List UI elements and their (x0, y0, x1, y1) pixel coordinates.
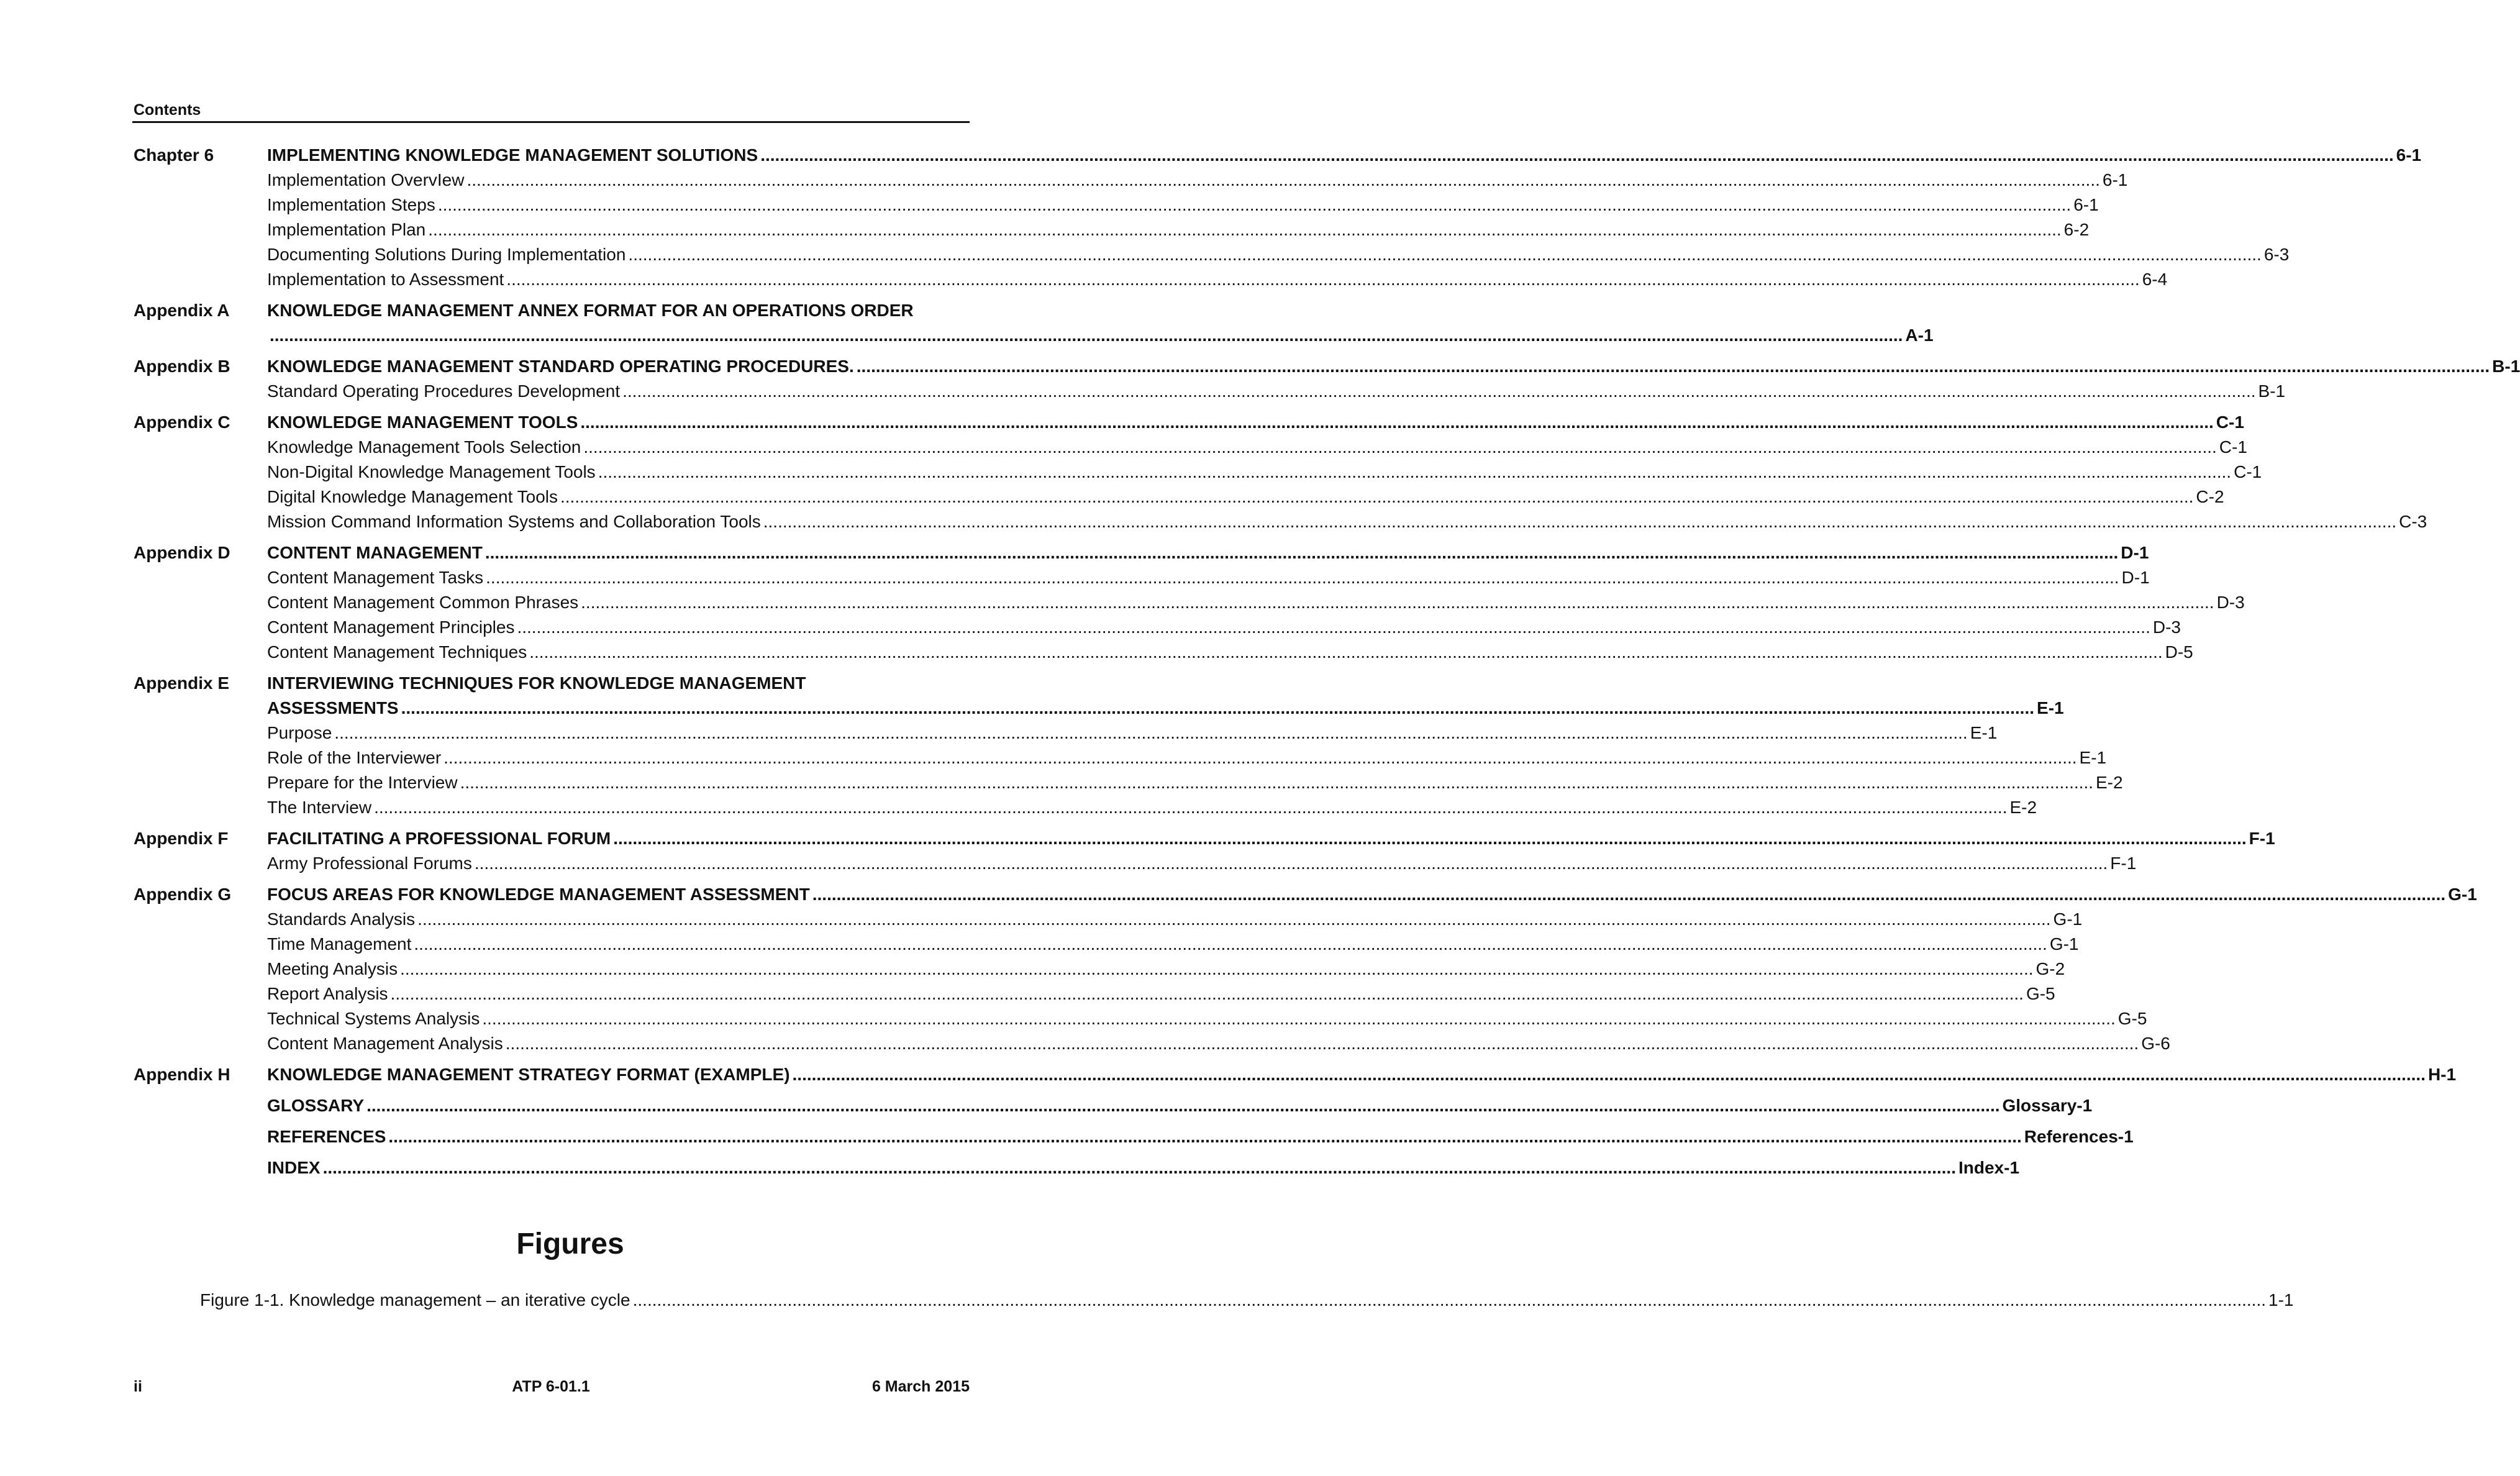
toc-major-title: INTERVIEWING TECHNIQUES FOR KNOWLEDGE MANAGEMENT (267, 673, 806, 693)
toc-entry-title: Implementation OvervIew (267, 170, 465, 189)
toc-major-title: REFERENCES (267, 1127, 386, 1146)
toc-entry-page: D-3 (2216, 593, 2245, 612)
dot-leader (482, 1006, 2115, 1031)
toc-entry-title: Non-Digital Knowledge Management Tools (267, 462, 596, 481)
toc-major-row[interactable] (134, 826, 2275, 851)
toc-entry-page: 6-1 (2102, 170, 2128, 189)
toc-entry-page: 6-3 (2263, 245, 2290, 264)
dot-leader (466, 168, 2099, 193)
dot-leader (581, 590, 2214, 615)
dot-leader (460, 770, 2093, 795)
toc-major-title: KNOWLEDGE MANAGEMENT STANDARD OPERATING PROCEDURES. (267, 357, 854, 376)
toc-section (134, 410, 2427, 534)
toc-label: Appendix C (134, 412, 230, 432)
toc-entry[interactable] (134, 509, 2427, 534)
dot-leader (506, 267, 2139, 292)
toc-entry-title: Purpose (267, 723, 332, 742)
toc-entry-page: G-2 (2036, 959, 2065, 978)
toc-entry-title: Content Management Common Phrases (267, 593, 579, 612)
dot-leader (388, 1124, 2021, 1149)
toc-entry-page: 6-4 (2142, 270, 2168, 289)
toc-entry[interactable] (134, 435, 2247, 460)
toc-entry-page: C-3 (2399, 512, 2427, 531)
toc-major-title: CONTENT MANAGEMENT (267, 543, 483, 562)
toc-entry[interactable] (134, 193, 2099, 217)
toc-entry-page: E-2 (2009, 798, 2037, 817)
dot-leader (444, 745, 2076, 770)
toc-page-number: B-1 (2492, 357, 2520, 376)
dot-leader (560, 485, 2193, 509)
toc-entry-page: D-3 (2152, 617, 2181, 637)
toc-major-title-line2: ASSESSMENTS (267, 698, 399, 718)
toc-entry-title: Content Management Techniques (267, 642, 527, 662)
toc-entry-title: Technical Systems Analysis (267, 1009, 480, 1028)
dot-leader (486, 565, 2119, 590)
toc-entry-title: Content Management Tasks (267, 568, 484, 587)
toc-entry-page: G-1 (2053, 909, 2083, 929)
dot-leader (628, 242, 2261, 267)
toc-label: Appendix H (134, 1065, 230, 1084)
toc-entry[interactable] (134, 745, 2107, 770)
toc-label: Appendix B (134, 357, 230, 376)
toc-major-row[interactable] (134, 1155, 2020, 1180)
figures-list (200, 1288, 2294, 1313)
toc-major-title: IMPLEMENTING KNOWLEDGE MANAGEMENT SOLUTIONS (267, 145, 758, 165)
dot-leader (598, 460, 2231, 485)
toc-label: Appendix F (134, 829, 229, 848)
toc-entry-page: C-2 (2196, 487, 2224, 506)
toc-page-number: E-1 (2037, 698, 2064, 718)
toc-entry[interactable] (134, 1006, 2147, 1031)
toc-major-title: KNOWLEDGE MANAGEMENT STRATEGY FORMAT (EXAMPLE) (267, 1065, 790, 1084)
toc-entry-title: Prepare for the Interview (267, 773, 458, 792)
toc-entry-page: 6-2 (2063, 220, 2090, 239)
toc-entry-page: C-1 (2234, 462, 2262, 481)
toc-major-row[interactable] (134, 1062, 2457, 1087)
toc-entry-page: G-5 (2026, 984, 2055, 1003)
toc-entry-title: Standard Operating Procedures Development (267, 381, 621, 401)
toc-entry[interactable] (134, 217, 2090, 242)
toc-section (134, 671, 2123, 820)
toc-section (134, 1093, 2093, 1118)
toc-page-number: A-1 (1905, 326, 1934, 345)
dot-leader (475, 851, 2108, 876)
toc-major-row[interactable] (134, 410, 2244, 435)
toc-label: Appendix D (134, 543, 230, 562)
dot-leader (633, 1288, 2266, 1313)
toc-entry-page: G-6 (2141, 1034, 2170, 1053)
toc-major-row[interactable] (134, 1124, 2134, 1149)
toc-major-row[interactable] (134, 1093, 2093, 1118)
toc-section (134, 826, 2275, 876)
toc-entry-title: Meeting Analysis (267, 959, 398, 978)
toc-entry-title: Digital Knowledge Management Tools (267, 487, 558, 506)
dot-leader (323, 1155, 1956, 1180)
dot-leader (374, 795, 2007, 820)
toc-entry[interactable] (134, 907, 2083, 932)
dot-leader (366, 1093, 1999, 1118)
toc-entry-page: B-1 (2258, 381, 2286, 401)
toc-major-row[interactable] (134, 143, 2422, 168)
toc-entry[interactable] (134, 565, 2150, 590)
toc-entry-title: Role of the Interviewer (267, 748, 442, 767)
toc-section (134, 1124, 2134, 1149)
toc-major-title: FOCUS AREAS FOR KNOWLEDGE MANAGEMENT ASSESSMENT (267, 885, 810, 904)
toc-entry-title: Report Analysis (267, 984, 388, 1003)
toc-entry[interactable] (134, 721, 1998, 745)
toc-entry-page: E-2 (2096, 773, 2123, 792)
toc-label: Appendix E (134, 673, 230, 693)
dot-leader (400, 957, 2033, 982)
toc-label: Appendix G (134, 885, 232, 904)
toc-entry-page: G-1 (2049, 934, 2079, 954)
table-of-contents (134, 143, 2520, 1187)
toc-entry-title: Army Professional Forums (267, 854, 472, 873)
toc-section (134, 298, 1934, 348)
toc-major-row[interactable] (134, 882, 2477, 907)
toc-entry-page: D-1 (2121, 568, 2150, 587)
toc-entry-page: E-1 (2079, 748, 2107, 767)
toc-entry[interactable] (134, 851, 2137, 876)
toc-entry-title: Mission Command Information Systems and Collaboration Tools (267, 512, 761, 531)
toc-major-row[interactable] (134, 298, 935, 323)
toc-entry-page: 6-1 (2073, 195, 2099, 214)
toc-entry[interactable] (134, 590, 2245, 615)
toc-entry-title: Implementation to Assessment (267, 270, 504, 289)
toc-label: Appendix A (134, 301, 230, 320)
page-footer (132, 1378, 970, 1400)
toc-entry[interactable] (134, 168, 2128, 193)
figure-page-number: 1-1 (2268, 1290, 2294, 1310)
dot-leader (583, 435, 2216, 460)
toc-entry[interactable] (134, 460, 2262, 485)
dot-leader (812, 882, 2445, 907)
dot-leader (793, 1062, 2426, 1087)
toc-entry-title: Implementation Plan (267, 220, 426, 239)
toc-entry-page: G-5 (2117, 1009, 2147, 1028)
toc-major-title: GLOSSARY (267, 1096, 365, 1115)
toc-entry[interactable] (134, 640, 2193, 665)
toc-entry[interactable] (134, 267, 2168, 292)
toc-entry[interactable] (134, 379, 2286, 404)
toc-major-title: KNOWLEDGE MANAGEMENT TOOLS (267, 412, 578, 432)
dot-leader (428, 217, 2061, 242)
toc-entry-page: F-1 (2110, 854, 2137, 873)
toc-entry-page: D-5 (2165, 642, 2193, 662)
running-head: Contents (134, 101, 201, 119)
dot-leader (580, 410, 2213, 435)
toc-major-row[interactable] (134, 671, 935, 696)
toc-section (134, 1155, 2020, 1180)
toc-page-number: Glossary-1 (2002, 1096, 2093, 1115)
toc-page-number: G-1 (2448, 885, 2477, 904)
footer-date: 6 March 2015 (871, 1378, 970, 1395)
toc-major-row-continued[interactable] (134, 696, 2064, 721)
toc-entry[interactable] (134, 485, 2224, 509)
dot-leader (529, 640, 2162, 665)
toc-section (134, 882, 2477, 1056)
dot-leader (760, 143, 2393, 168)
toc-entry-title: Standards Analysis (267, 909, 416, 929)
header-rule (132, 121, 970, 123)
figures-heading: Figures (516, 1228, 624, 1260)
toc-entry[interactable] (134, 1031, 2170, 1056)
toc-label: Chapter 6 (134, 145, 214, 165)
toc-major-row[interactable] (134, 354, 2520, 379)
toc-entry-page: C-1 (2219, 437, 2247, 457)
dot-leader (763, 509, 2396, 534)
toc-section (134, 143, 2422, 292)
dot-leader (622, 379, 2255, 404)
dot-leader (417, 907, 2050, 932)
toc-major-row[interactable] (134, 540, 2149, 565)
dot-leader (401, 696, 2034, 721)
toc-page-number: D-1 (2121, 543, 2149, 562)
toc-entry-title: Implementation Steps (267, 195, 435, 214)
toc-major-row-continued[interactable] (134, 323, 1934, 348)
figure-list-item[interactable] (200, 1288, 2294, 1313)
toc-entry-title: Knowledge Management Tools Selection (267, 437, 581, 457)
toc-entry[interactable] (134, 770, 2123, 795)
footer-page-number: ii (134, 1378, 142, 1395)
dot-leader (506, 1031, 2139, 1056)
dot-leader (613, 826, 2246, 851)
dot-leader (270, 323, 1903, 348)
toc-page-number: C-1 (2216, 412, 2244, 432)
toc-entry-title: Content Management Analysis (267, 1034, 503, 1053)
dot-leader (391, 982, 2024, 1006)
toc-major-title: INDEX (267, 1158, 321, 1177)
toc-entry-title: Content Management Principles (267, 617, 515, 637)
toc-entry-title: The Interview (267, 798, 372, 817)
toc-major-title: FACILITATING A PROFESSIONAL FORUM (267, 829, 611, 848)
toc-entry[interactable] (134, 932, 2079, 957)
figure-title: Figure 1-1. Knowledge management – an iterative cycle (200, 1290, 630, 1310)
toc-entry-title: Time Management (267, 934, 412, 954)
toc-entry[interactable] (134, 242, 2290, 267)
toc-page-number: References-1 (2024, 1127, 2134, 1146)
toc-page-number: H-1 (2427, 1065, 2457, 1084)
dot-leader (485, 540, 2118, 565)
dot-leader (517, 615, 2150, 640)
toc-page-number: Index-1 (1958, 1158, 2020, 1177)
toc-entry[interactable] (134, 795, 2037, 820)
toc-section (134, 354, 2520, 404)
toc-entry[interactable] (134, 982, 2055, 1006)
toc-entry-title: Documenting Solutions During Implementation (267, 245, 626, 264)
dot-leader (438, 193, 2071, 217)
toc-entry[interactable] (134, 957, 2065, 982)
dot-leader (857, 354, 2490, 379)
dot-leader (414, 932, 2047, 957)
toc-entry-page: E-1 (1970, 723, 1998, 742)
toc-page-number: F-1 (2249, 829, 2275, 848)
toc-section (134, 540, 2245, 665)
toc-page-number: 6-1 (2396, 145, 2422, 165)
toc-section (134, 1062, 2457, 1087)
dot-leader (334, 721, 1967, 745)
toc-major-title: KNOWLEDGE MANAGEMENT ANNEX FORMAT FOR AN OPERATIONS ORDER (267, 301, 914, 320)
toc-entry[interactable] (134, 615, 2181, 640)
footer-publication: ATP 6-01.1 (512, 1378, 590, 1395)
